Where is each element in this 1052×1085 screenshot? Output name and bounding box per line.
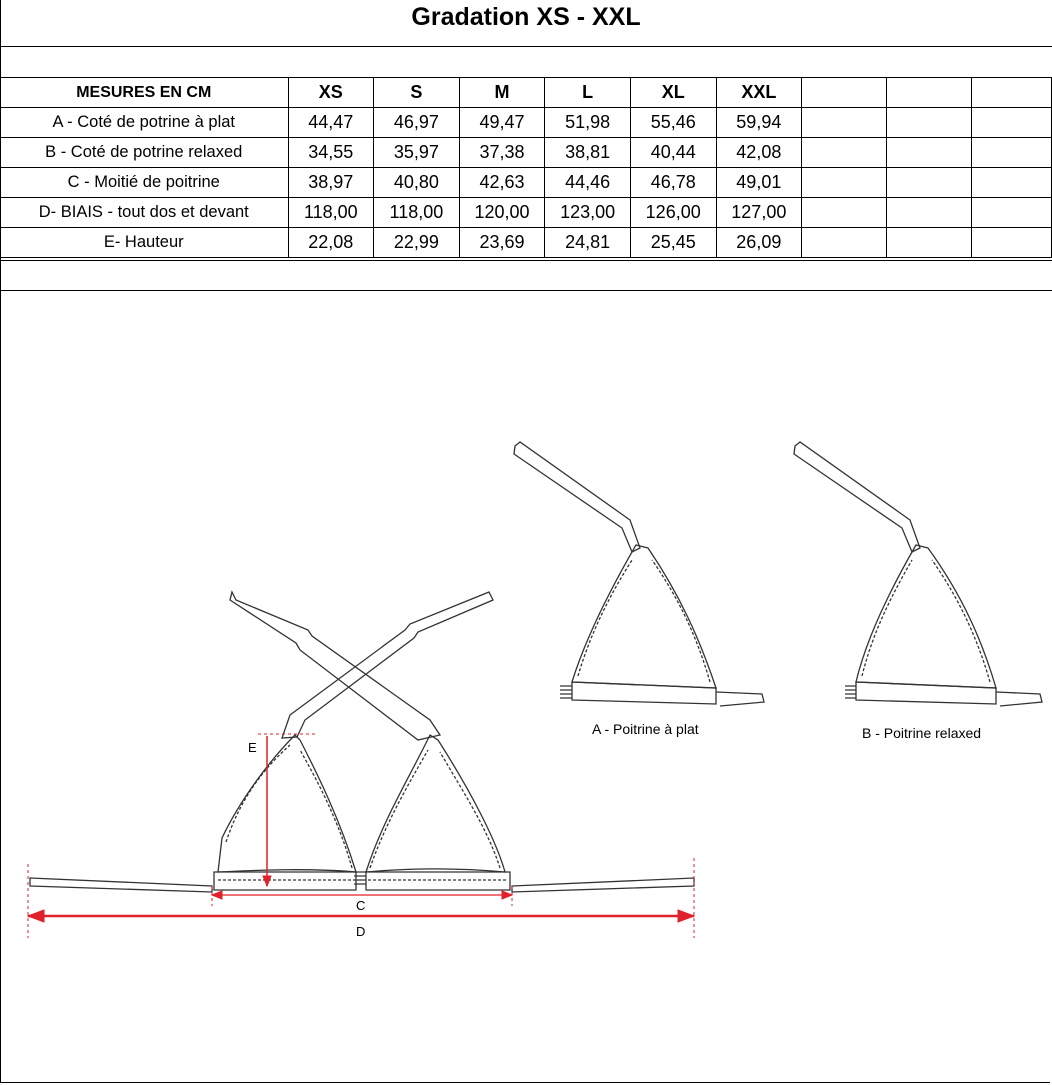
size-value-cell: 44,46 (545, 168, 631, 198)
header-cell: S (374, 78, 460, 108)
right-tie (512, 878, 694, 892)
size-value-cell (887, 168, 972, 198)
left-cup (218, 735, 356, 872)
header-cell: XXL (716, 78, 802, 108)
header-cell: M (459, 78, 545, 108)
table-row (0, 228, 1052, 258)
size-value-cell: 34,55 (288, 138, 374, 168)
size-value-cell: 51,98 (545, 108, 631, 138)
header-cell: XS (288, 78, 374, 108)
label-d: D (356, 924, 366, 939)
header-cell: L (545, 78, 631, 108)
divider-drawing (0, 290, 1052, 291)
caption-a: A - Poitrine à plat (592, 721, 699, 737)
view-b-cup (856, 545, 996, 688)
size-value-cell: 22,08 (288, 228, 374, 258)
size-value-cell (971, 168, 1051, 198)
table-row (0, 198, 1052, 228)
size-value-cell (887, 108, 972, 138)
header-cell: MESURES EN CM (0, 78, 288, 108)
size-value-cell: 49,47 (459, 108, 545, 138)
size-value-cell: 40,80 (374, 168, 460, 198)
measure-label-cell: C - Moitié de poitrine (0, 168, 288, 198)
table-header-row (0, 78, 1052, 108)
bikini-technical-drawing (0, 292, 1052, 1082)
size-value-cell (802, 138, 887, 168)
header-cell (971, 78, 1051, 108)
header-cell (802, 78, 887, 108)
header-cell (887, 78, 972, 108)
measure-label-cell: D- BIAIS - tout dos et devant (0, 198, 288, 228)
size-value-cell: 120,00 (459, 198, 545, 228)
size-value-cell (971, 138, 1051, 168)
size-value-cell: 127,00 (716, 198, 802, 228)
size-value-cell (971, 108, 1051, 138)
page-title: Gradation XS - XXL (411, 3, 641, 31)
size-value-cell: 49,01 (716, 168, 802, 198)
size-value-cell: 24,81 (545, 228, 631, 258)
size-value-cell (971, 198, 1051, 228)
view-a-strap (514, 442, 640, 552)
measure-label-cell: B - Coté de potrine relaxed (0, 138, 288, 168)
size-value-cell: 26,09 (716, 228, 802, 258)
divider-title (0, 46, 1052, 47)
size-value-cell: 55,46 (630, 108, 716, 138)
size-value-cell (802, 198, 887, 228)
size-value-cell (802, 228, 887, 258)
measure-label-cell: A - Coté de potrine à plat (0, 108, 288, 138)
size-value-cell (802, 168, 887, 198)
label-e: E (248, 740, 257, 755)
table-row (0, 108, 1052, 138)
caption-b: B - Poitrine relaxed (862, 725, 982, 741)
size-value-cell: 118,00 (288, 198, 374, 228)
view-b-strap (794, 442, 920, 552)
size-value-cell (802, 108, 887, 138)
view-a-cup (572, 545, 716, 688)
size-value-cell: 37,38 (459, 138, 545, 168)
size-value-cell: 42,08 (716, 138, 802, 168)
size-value-cell: 42,63 (459, 168, 545, 198)
left-strap (230, 592, 440, 740)
size-value-cell (887, 198, 972, 228)
table-row (0, 168, 1052, 198)
size-value-cell: 59,94 (716, 108, 802, 138)
size-value-cell: 126,00 (630, 198, 716, 228)
size-value-cell: 38,97 (288, 168, 374, 198)
size-value-cell: 46,97 (374, 108, 460, 138)
label-c: C (356, 898, 366, 913)
right-cup (366, 735, 505, 872)
size-value-cell: 38,81 (545, 138, 631, 168)
size-value-cell (887, 138, 972, 168)
size-value-cell: 22,99 (374, 228, 460, 258)
divider-table-bottom (0, 260, 1052, 261)
table-row (0, 138, 1052, 168)
header-cell: XL (630, 78, 716, 108)
size-value-cell: 44,47 (288, 108, 374, 138)
size-value-cell: 40,44 (630, 138, 716, 168)
size-grading-table (0, 77, 1052, 258)
size-value-cell (971, 228, 1051, 258)
size-value-cell: 46,78 (630, 168, 716, 198)
size-value-cell: 35,97 (374, 138, 460, 168)
size-value-cell: 25,45 (630, 228, 716, 258)
size-value-cell (887, 228, 972, 258)
under-band (214, 872, 356, 890)
measure-label-cell: E- Hauteur (0, 228, 288, 258)
size-value-cell: 23,69 (459, 228, 545, 258)
size-value-cell: 118,00 (374, 198, 460, 228)
size-value-cell: 123,00 (545, 198, 631, 228)
left-tie (30, 878, 212, 892)
